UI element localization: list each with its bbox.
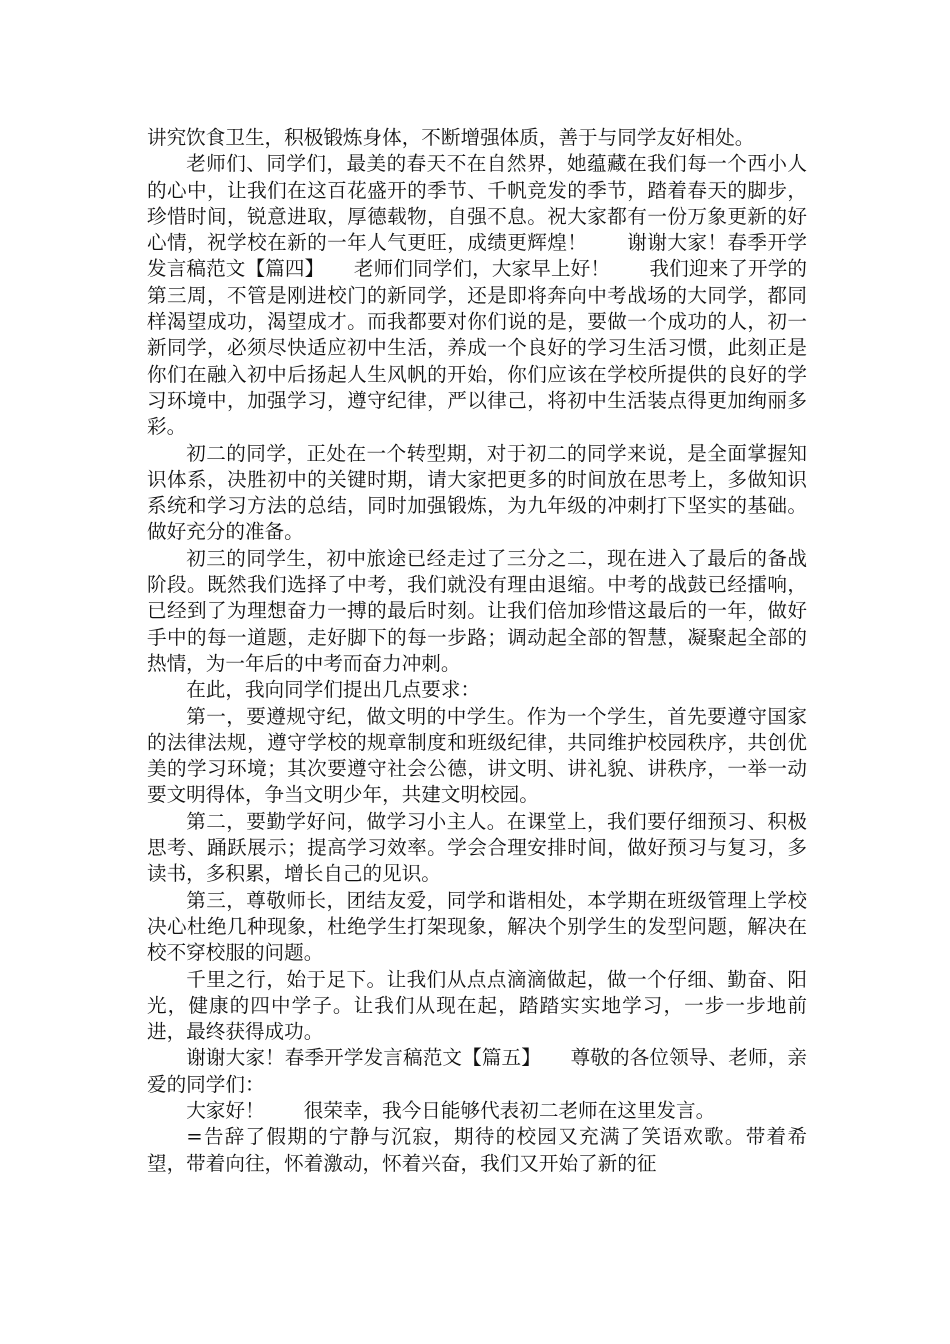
paragraph: 千里之行，始于足下。让我们从点点滴滴做起，做一个仔细、勤奋、阳光，健康的四中学子。让我们从现在起，踏踏实实地学习，一步一步地前进，最终获得成功。 [147, 967, 807, 1044]
paragraph: 谢谢大家！春季开学发言稿范文【篇五】 尊敬的各位领导、老师，亲爱的同学们： [147, 1046, 807, 1096]
paragraph: =告辞了假期的宁静与沉寂，期待的校园又充满了笑语欢歌。带着希望，带着向往，怀着激动，怀着兴奋，我们又开始了新的征 [147, 1125, 807, 1175]
paragraph: 初三的同学生，初中旅途已经走过了三分之二，现在进入了最后的备战阶段。既然我们选择了中考，我们就没有理由退缩。中考的战鼓已经擂响，已经到了为理想奋力一搏的最后时刻。让我们倍加珍惜这最后的一年，做好手中的每一道题，走好脚下的每一步路；调动起全部的智慧，凝聚起全部的热情，为一年后的中考而奋力冲刺。 [147, 546, 807, 675]
paragraph: 第三，尊敬师长，团结友爱，同学和谐相处，本学期在班级管理上学校决心杜绝几种现象，杜绝学生打架现象，解决个别学生的发型问题，解决在校不穿校服的问题。 [147, 888, 807, 965]
paragraph: 大家好！ 很荣幸，我今日能够代表初二老师在这里发言。 [186, 1098, 716, 1122]
paragraph: 讲究饮食卫生，积极锻炼身体，不断增强体质，善于与同学友好相处。 [147, 126, 755, 149]
paragraph: 第二，要勤学好问，做学习小主人。在课堂上，我们要仔细预习、积极思考、踊跃展示；提高学习效率。学会合理安排时间，做好预习与复习，多读书，多积累，增长自己的见识。 [147, 809, 807, 886]
paragraph: 初二的同学，正处在一个转型期，对于初二的同学来说，是全面掌握知识体系，决胜初中的关键时期，请大家把更多的时间放在思考上，多做知识系统和学习方法的总结，同时加强锻炼，为九年级的冲刺打下坚实的基础。做好充分的准备。 [147, 441, 807, 544]
paragraph: 第一，要遵规守纪，做文明的中学生。作为一个学生，首先要遵守国家的法律法规，遵守学校的规章制度和班级纪律，共同维护校园秩序，共创优美的学习环境；其次要遵守社会公德，讲文明、讲礼貌、讲秩序，一举一动要文明得体，争当文明少年，共建文明校园。 [147, 704, 807, 807]
document-body [147, 125, 807, 1177]
paragraph: 老师们、同学们，最美的春天不在自然界，她蕴藏在我们每一个西小人的心中，让我们在这百花盛开的季节、千帆竞发的季节，踏着春天的脚步，珍惜时间，锐意进取，厚德载物，自强不息。祝大家都有一份万象更新的好心情，祝学校在新的一年人气更旺，成绩更辉煌！ 谢谢大家！春季开学发言稿范文【篇四】 老师们同学们，大家早上好！ 我们迎来了开学的第三周，不管是刚进校门的新同学，还是即将奔向中考战场的大同学，都同样渴望成功，渴望成才。而我都要对你们说的是，要做一个成功的人，初一新同学，必须尽快适应初中生活，养成一个良好的学习生活习惯，此刻正是你们在融入初中后扬起人生风帆的开始，你们应该在学校所提供的良好的学习环境中，加强学习，遵守纪律，严以律己，将初中生活装点得更加绚丽多彩。 [147, 152, 807, 439]
paragraph: 在此，我向同学们提出几点要求： [186, 678, 481, 702]
